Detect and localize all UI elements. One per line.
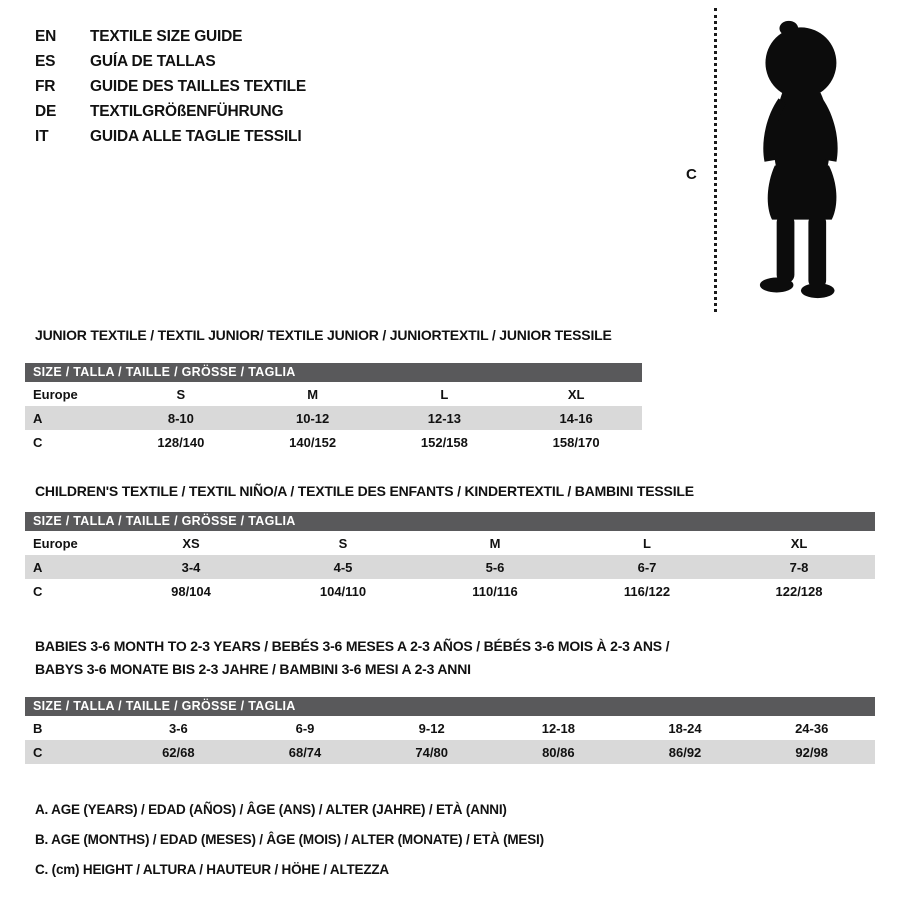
table-row [25,406,642,430]
table-cell: 3-4 [181,559,201,575]
footnote-b: B. AGE (MONTHS) / EDAD (MESES) / ÂGE (MOIS) / ALTER (MONATE) / ETÀ (MESI) [35,831,544,847]
row-label: B [33,720,43,736]
table-cell: L [440,386,449,402]
row-label: Europe [33,535,78,551]
language-code: ES [35,52,56,70]
table-cell: 3-6 [168,720,188,736]
language-label: TEXTILE SIZE GUIDE [90,27,243,45]
table-cell: 68/74 [288,744,322,760]
table-row [25,740,875,764]
language-row [35,49,306,74]
toddler-silhouette-icon [730,6,870,312]
table-row [25,716,875,740]
table-cell: 8-10 [167,410,194,426]
language-code: EN [35,27,57,45]
table-row [25,382,642,406]
table-cell: 158/170 [552,434,600,450]
table-cell: 62/68 [162,744,195,760]
table-cell: XS [182,535,200,551]
table-cell: 152/158 [420,434,468,450]
language-label: GUIDE DES TAILLES TEXTILE [90,77,307,95]
babies-title-line1: BABIES 3-6 MONTH TO 2-3 YEARS / BEBÉS 3-6 MESES A 2-3 AÑOS / BÉBÉS 3-6 MOIS À 2-3 ANS / [35,638,670,654]
table-cell: M [489,535,501,551]
table-cell: L [643,535,651,551]
table-cell: S [176,386,186,402]
table-cell: 104/110 [319,583,367,599]
table-cell: 80/86 [542,744,575,760]
table-header-band: SIZE / TALLA / TAILLE / GRÖSSE / TAGLIA [25,512,875,531]
babies-title-line2: BABYS 3-6 MONATE BIS 2-3 JAHRE / BAMBINI 3-6 MESI A 2-3 ANNI [35,661,471,677]
language-guide-list [35,24,306,149]
table-cell: 14-16 [559,410,593,426]
row-label: C [33,434,43,450]
footnote-a: A. AGE (YEARS) / EDAD (AÑOS) / ÂGE (ANS) / ALTER (JAHRE) / ETÀ (ANNI) [35,801,507,817]
table-cell: 5-6 [485,559,505,575]
table-header-band: SIZE / TALLA / TAILLE / GRÖSSE / TAGLIA [25,697,875,716]
babies-size-table [25,697,875,764]
table-cell: 6-9 [295,720,315,736]
language-row [35,24,306,49]
table-cell: 24-36 [795,720,829,736]
language-code: IT [35,127,49,145]
table-row [25,555,875,579]
language-code: FR [35,77,56,95]
height-measure-label: C [686,166,697,183]
row-label: Europe [33,386,78,402]
height-measure-line [714,8,717,312]
footnotes [35,794,544,884]
language-row [35,99,306,124]
table-cell: 86/92 [668,744,702,760]
table-cell: 6-7 [637,559,657,575]
table-cell: 116/122 [623,583,671,599]
row-label: A [33,559,43,575]
language-code: DE [35,102,57,120]
table-row [25,430,642,454]
table-cell: 122/128 [775,583,823,599]
table-cell: 12-13 [427,410,461,426]
table-cell: 9-12 [418,720,445,736]
section-title-junior: JUNIOR TEXTILE / TEXTIL JUNIOR/ TEXTILE JUNIOR / JUNIORTEXTIL / JUNIOR TESSILE [35,327,612,343]
table-row [25,531,875,555]
table-cell: 4-5 [333,559,353,575]
table-cell: XL [567,386,585,402]
table-cell: S [338,535,348,551]
table-cell: XL [790,535,808,551]
table-cell: 128/140 [157,434,205,450]
table-cell: 92/98 [795,744,828,760]
section-title-babies [35,635,669,681]
children-size-table [25,512,875,603]
table-cell: 18-24 [668,720,702,736]
table-cell: 98/104 [171,583,211,599]
table-cell: 110/116 [472,583,518,599]
section-title-children: CHILDREN'S TEXTILE / TEXTIL NIÑO/A / TEXTILE DES ENFANTS / KINDERTEXTIL / BAMBINI TESSILE [35,483,694,499]
footnote-c: C. (cm) HEIGHT / ALTURA / HAUTEUR / HÖHE / ALTEZZA [35,861,389,877]
junior-size-table [25,363,642,454]
table-header-band: SIZE / TALLA / TAILLE / GRÖSSE / TAGLIA [25,363,642,382]
table-cell: 12-18 [541,720,575,736]
language-label: GUÍA DE TALLAS [90,52,216,70]
table-cell: 74/80 [415,744,448,760]
table-row [25,579,875,603]
table-cell: 10-12 [296,410,330,426]
language-label: GUIDA ALLE TAGLIE TESSILI [90,127,302,145]
table-cell: 140/152 [289,434,337,450]
row-label: C [33,583,43,599]
table-cell: 7-8 [789,559,809,575]
table-cell: M [307,386,319,402]
language-row [35,124,306,149]
language-row [35,74,306,99]
language-label: TEXTILGRÖßENFÜHRUNG [90,102,284,120]
row-label: C [33,744,43,760]
row-label: A [33,410,43,426]
